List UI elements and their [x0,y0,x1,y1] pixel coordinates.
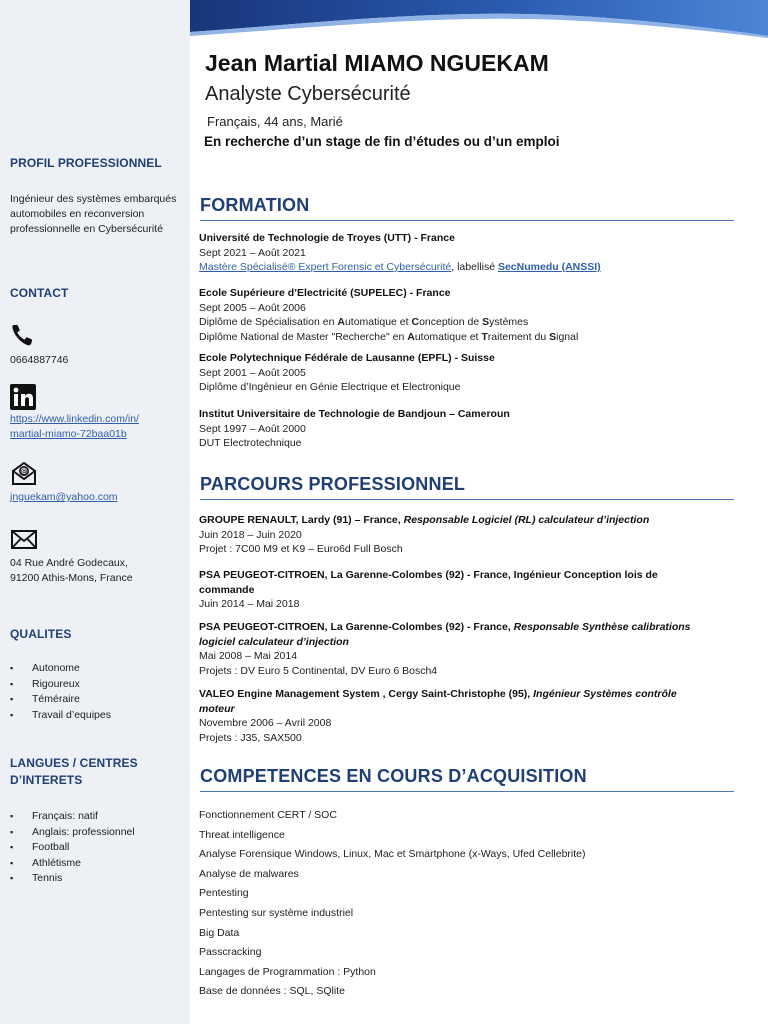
job-entry-psa-2 [199,620,739,678]
list-item: Big Data [199,926,240,939]
degree-text: raitement du [487,330,550,343]
parcours-divider [200,499,734,500]
degree-text: utomatique et [344,316,412,328]
competences-divider [200,791,734,792]
list-item: Fonctionnement CERT / SOC [199,809,337,821]
linkedin-url-line2[interactable]: martial-miamo-72baa01b [10,428,127,440]
list-item: ▪ Anglais: professionnel [10,825,135,841]
job-dates: Juin 2014 – Mai 2018 [199,598,300,610]
svg-text:@: @ [20,467,28,476]
school-name: Institut Universitaire de Technologie de Bandjoun – Cameroun [199,408,510,420]
formation-entry-epfl [199,351,739,395]
contact-heading: CONTACT [10,286,69,300]
degree-initial: T [481,330,488,343]
languages-heading [10,755,138,789]
degree-separator: , labellisé [451,261,498,273]
degree-initial: S [482,316,490,328]
job-role: Responsable Logiciel (RL) calculateur d’injection [400,514,650,526]
list-item: Langages de Programmation : Python [199,965,376,978]
candidate-name: Jean Martial MIAMO NGUEKAM [205,50,549,76]
job-project: Projet : 7C00 M9 et K9 – Euro6d Full Bosch [199,543,403,555]
linkedin-url-line1[interactable]: https://www.linkedin.com/in/ [10,413,139,425]
secnumedu-link[interactable]: SecNumedu (ANSSI) [497,261,601,273]
email-address[interactable] [10,490,182,505]
list-item: ▪ Rigoureux [10,677,111,693]
linkedin-link[interactable] [10,412,182,442]
linkedin-icon[interactable] [10,384,38,410]
school-dates: Sept 1997 – Août 2000 [199,422,306,435]
job-role: Ingénieur Systèmes contrôle [530,688,677,700]
degree-initial: A [337,316,345,328]
formation-title: FORMATION [200,195,310,215]
profile-heading: PROFIL PROFESSIONNEL [10,156,162,170]
competences-title: COMPETENCES EN COURS D’ACQUISITION [200,766,587,786]
list-item: Threat intelligence [199,828,285,841]
company-name: PSA PEUGEOT-CITROEN, La Garenne-Colombes (92) - France, Ingénieur Conception lois de [199,569,658,581]
degree-text: utomatique et [414,330,482,343]
phone-icon [10,322,38,348]
job-dates: Juin 2018 – Juin 2020 [199,528,302,541]
job-dates: Mai 2008 – Mai 2014 [199,650,298,662]
email-link[interactable]: jnguekam@yahoo.com [10,491,118,503]
school-name: Ecole Polytechnique Fédérale de Lausanne (EPFL) - Suisse [199,352,495,364]
list-item: ▪ Travail d’equipes [10,708,111,724]
languages-list [10,809,135,887]
list-item: ▪ Football [10,840,135,856]
degree-initial: S [549,330,557,343]
address-line2: 91200 Athis-Mons, France [10,572,133,584]
address-line1: 04 Rue André Godecaux, [10,557,128,569]
job-role-cont: moteur [199,702,235,715]
degree-text: ignal [556,330,579,343]
degree-text: onception de [419,316,483,328]
school-name: Université de Technologie de Troyes (UTT) - France [199,232,455,244]
school-dates: Sept 2005 – Août 2006 [199,301,306,314]
degree-link[interactable]: Mastère Spécialisé® Expert Forensic et Cybersécurité [199,261,452,273]
company-name: VALEO Engine Management System , Cergy Saint-Christophe (95), [199,688,531,700]
job-role-cont: logiciel calculateur d’injection [199,635,349,648]
envelope-icon [10,527,38,553]
list-item: ▪ Téméraire [10,692,111,708]
company-name: PSA PEUGEOT-CITROEN, La Garenne-Colombes (92) - France, [199,621,511,633]
degree-text: Diplôme de Spécialisation en [199,316,338,328]
profile-text: Ingénieur des systèmes embarqués automobiles en reconversion professionnelle en Cybersécurité [10,193,177,235]
degree-line [199,330,739,345]
list-item: ▪ Autonome [10,661,111,677]
degree-line: DUT Electrotechnique [199,437,302,449]
list-item: Analyse Forensique Windows, Linux, Mac et Smartphone (x-Ways, Ufed Cellebrite) [199,848,586,861]
job-role: Responsable Synthèse calibrations [510,621,691,633]
parcours-title: PARCOURS PROFESSIONNEL [200,474,466,494]
job-entry-psa-1 [199,568,739,612]
list-item: Analyse de malwares [199,867,299,880]
school-dates: Sept 2021 – Août 2021 [199,246,306,259]
list-item: Base de données : SQL, SQlite [199,985,345,998]
degree-text: ystèmes [489,316,529,328]
list-item: Passcracking [199,946,262,959]
job-project: Projets : DV Euro 5 Continental, DV Euro 6 Bosch4 [199,664,438,677]
languages-heading-line2: D’INTERETS [10,773,83,787]
email-at-icon [10,460,38,486]
job-entry-valeo [199,687,739,745]
job-dates: Novembre 2006 – Avril 2008 [199,717,332,729]
formation-entry-supelec [199,286,739,344]
company-name-cont: commande [199,583,255,596]
phone-number[interactable]: 0664887746 [10,354,69,366]
qualities-heading: QUALITES [10,627,72,641]
degree-line [199,260,739,275]
list-item: ▪ Français: natif [10,809,135,825]
degree-initial: C [411,316,420,328]
job-title: Analyste Cybersécurité [205,83,411,105]
skills-list [199,808,586,1004]
job-project: Projets : J35, SAX500 [199,731,302,744]
postal-address [10,556,182,586]
list-item: ▪ Athlétisme [10,856,135,872]
header-wave-banner [190,0,768,38]
languages-heading-line1: LANGUES / CENTRES [10,756,138,770]
degree-initial: A [407,330,415,343]
formation-entry-utt [199,231,739,275]
degree-line [199,315,739,330]
list-item: ▪ Tennis [10,871,135,887]
job-entry-renault [199,513,739,557]
list-item: Pentesting sur système industriel [199,906,354,919]
company-name: GROUPE RENAULT, Lardy (91) – France, [199,514,401,526]
career-goal: En recherche d’un stage de fin d’études ou d’un emploi [204,134,560,149]
school-dates: Sept 2001 – Août 2005 [199,366,306,379]
formation-entry-iut [199,407,739,451]
list-item: Pentesting [199,887,249,900]
school-name: Ecole Supérieure d’Electricité (SUPELEC) - France [199,287,451,299]
formation-divider [200,220,734,221]
degree-text: Diplôme National de Master "Recherche" en [199,330,408,343]
qualities-list [10,661,111,723]
personal-info: Français, 44 ans, Marié [207,114,343,129]
degree-line: Diplôme d’Ingénieur en Génie Electrique et Electronique [199,381,461,393]
